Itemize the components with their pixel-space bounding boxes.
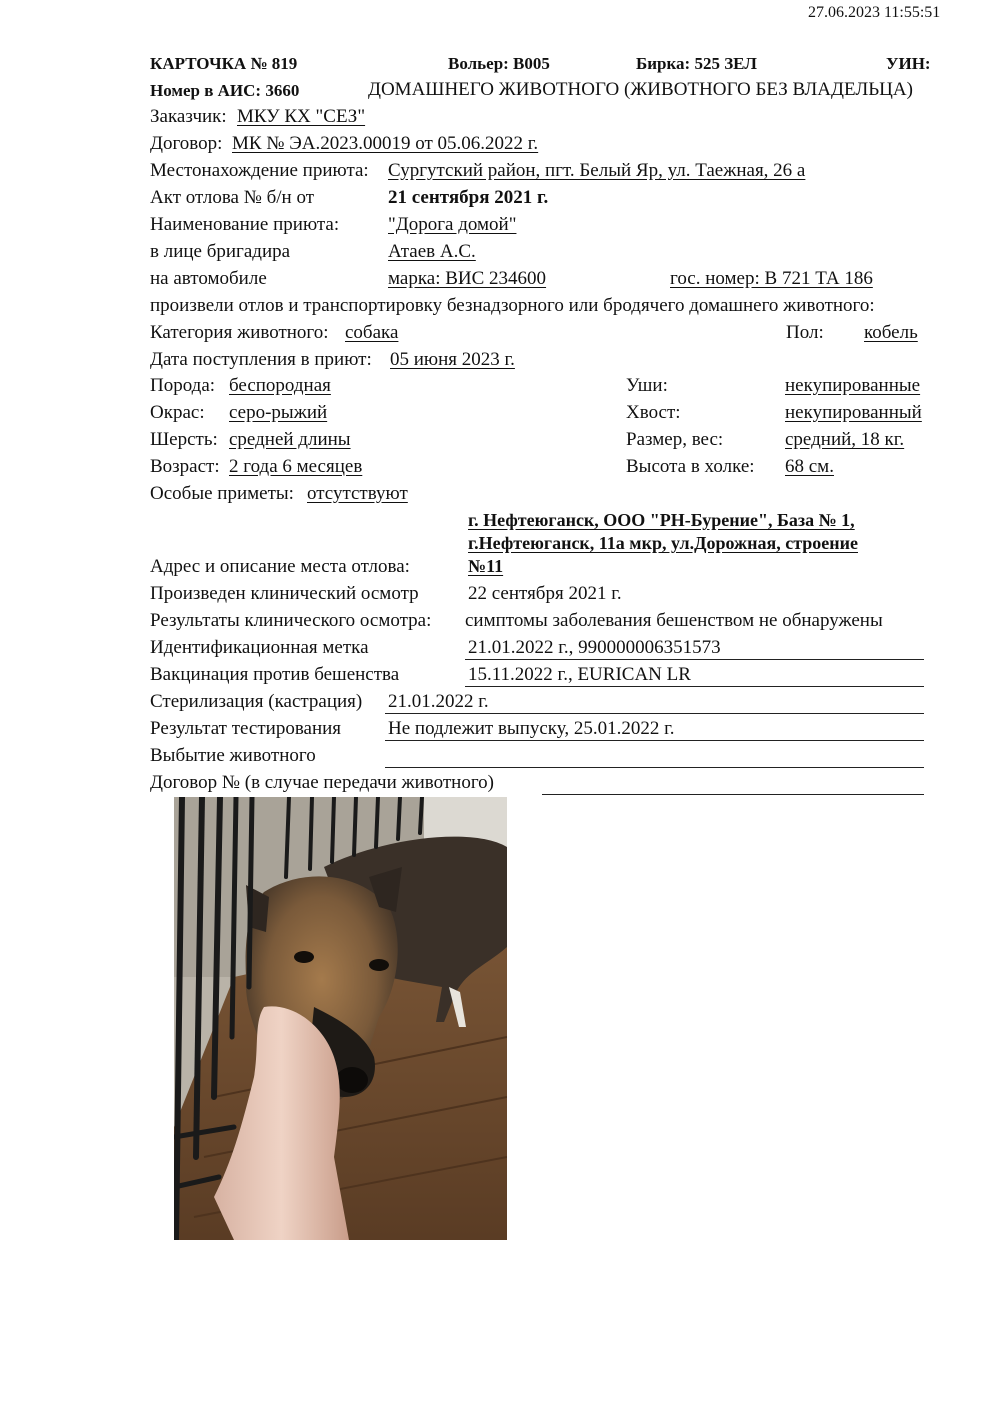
vehicle-plate: гос. номер: В 721 ТА 186 bbox=[670, 268, 873, 289]
card-title: ДОМАШНЕГО ЖИВОТНОГО (ЖИВОТНОГО БЕЗ ВЛАДЕЛЬЦА) bbox=[368, 79, 913, 100]
marks-value: отсутствуют bbox=[307, 483, 408, 504]
brigadier-label: в лице бригадира bbox=[150, 241, 291, 262]
arrival-label: Дата поступления в приют: bbox=[150, 349, 372, 370]
capture-act-label: Акт отлова № б/н от bbox=[150, 187, 315, 208]
departure-label: Выбытие животного bbox=[150, 745, 316, 766]
id-tag-label: Идентификационная метка bbox=[150, 637, 369, 658]
sterilization-value: 21.01.2022 г. bbox=[388, 691, 489, 712]
tail-label: Хвост: bbox=[626, 402, 681, 423]
departure-line bbox=[385, 767, 924, 768]
category-label: Категория животного: bbox=[150, 322, 329, 343]
card-number: КАРТОЧКА № 819 bbox=[150, 54, 298, 73]
marks-label: Особые приметы: bbox=[150, 483, 294, 504]
id-tag-value: 21.01.2022 г., 990000006351573 bbox=[468, 637, 721, 658]
capture-statement: произвели отлов и транспортировку безнадзорного или бродячего домашнего животного: bbox=[150, 295, 875, 316]
enclosure-number: Вольер: В005 bbox=[448, 54, 550, 73]
capture-place-label: Адрес и описание места отлова: bbox=[150, 556, 410, 577]
age-label: Возраст: bbox=[150, 456, 220, 477]
shelter-location-value: Сургутский район, пгт. Белый Яр, ул. Таежная, 26 а bbox=[388, 160, 806, 181]
id-tag-line bbox=[465, 659, 924, 660]
height-label: Высота в холке: bbox=[626, 456, 755, 477]
sex-label: Пол: bbox=[786, 322, 824, 343]
tag-number: Бирка: 525 ЗЕЛ bbox=[636, 54, 757, 73]
vaccination-line bbox=[465, 686, 924, 687]
arrival-value: 05 июня 2023 г. bbox=[390, 349, 515, 370]
height-value: 68 см. bbox=[785, 456, 834, 477]
clinical-exam-value: 22 сентября 2021 г. bbox=[468, 583, 622, 604]
ais-number: Номер в АИС: 3660 bbox=[150, 81, 300, 100]
customer-value: МКУ КХ "СЕЗ" bbox=[237, 106, 366, 127]
tail-value: некупированный bbox=[785, 402, 922, 423]
color-label: Окрас: bbox=[150, 402, 205, 423]
category-value: собака bbox=[345, 322, 399, 343]
transfer-contract-label: Договор № (в случае передачи животного) bbox=[150, 772, 494, 793]
sterilization-line bbox=[385, 713, 924, 714]
vaccination-label: Вакцинация против бешенства bbox=[150, 664, 400, 685]
testing-label: Результат тестирования bbox=[150, 718, 342, 739]
color-value: серо-рыжий bbox=[229, 402, 328, 423]
capture-place-line1: г. Нефтеюганск, ООО "РН-Бурение", База № 1, bbox=[468, 510, 855, 530]
clinical-exam-label: Произведен клинический осмотр bbox=[150, 583, 419, 604]
uin-label: УИН: bbox=[886, 54, 931, 73]
exam-results-label: Результаты клинического осмотра: bbox=[150, 610, 432, 631]
size-label: Размер, вес: bbox=[626, 429, 724, 450]
brigadier-value: Атаев А.С. bbox=[388, 241, 476, 262]
shelter-name-value: "Дорога домой" bbox=[388, 214, 517, 235]
exam-results-value: симптомы заболевания бешенством не обнаружены bbox=[465, 610, 883, 631]
ears-label: Уши: bbox=[626, 375, 668, 396]
capture-place-line2: г.Нефтеюганск, 11а мкр, ул.Дорожная, строение bbox=[468, 533, 858, 553]
print-timestamp: 27.06.2023 11:55:51 bbox=[808, 4, 941, 21]
transfer-contract-line bbox=[542, 794, 924, 795]
contract-value: МК № ЭА.2023.00019 от 05.06.2022 г. bbox=[232, 133, 539, 154]
breed-value: беспородная bbox=[229, 375, 331, 396]
breed-label: Порода: bbox=[150, 375, 216, 396]
vehicle-label: на автомобиле bbox=[150, 268, 267, 289]
size-value: средний, 18 кг. bbox=[785, 429, 905, 450]
coat-label: Шерсть: bbox=[150, 429, 218, 450]
testing-value: Не подлежит выпуску, 25.01.2022 г. bbox=[388, 718, 675, 739]
coat-value: средней длины bbox=[229, 429, 351, 450]
capture-act-date: 21 сентября 2021 г. bbox=[388, 187, 549, 208]
contract-label: Договор: bbox=[150, 133, 223, 154]
dog-photo bbox=[174, 797, 507, 1240]
age-value: 2 года 6 месяцев bbox=[229, 456, 363, 477]
vehicle-brand: марка: ВИС 234600 bbox=[388, 268, 547, 289]
vaccination-value: 15.11.2022 г., EURICAN LR bbox=[468, 664, 691, 685]
capture-place-line3: №11 bbox=[468, 556, 504, 576]
customer-label: Заказчик: bbox=[150, 106, 227, 127]
sterilization-label: Стерилизация (кастрация) bbox=[150, 691, 363, 712]
sex-value: кобель bbox=[864, 322, 918, 343]
shelter-name-label: Наименование приюта: bbox=[150, 214, 340, 235]
testing-line bbox=[385, 740, 924, 741]
ears-value: некупированные bbox=[785, 375, 921, 396]
shelter-location-label: Местонахождение приюта: bbox=[150, 160, 369, 181]
